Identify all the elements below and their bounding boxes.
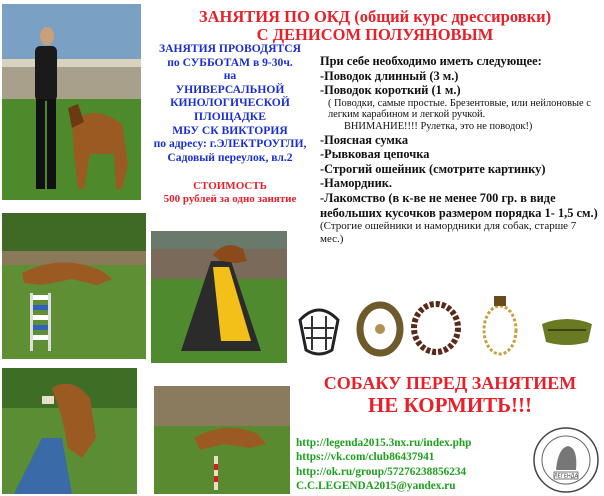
warning-line-2: НЕ КОРМИТЬ!!! bbox=[367, 393, 533, 417]
requirements-heading: При себе необходимо иметь следующее: bbox=[320, 54, 542, 68]
schedule-line: по адресу: г.ЭЛЕКТРОУГЛИ, bbox=[153, 137, 307, 151]
title-line-2: С ДЕНИСОМ ПОЛУЯНОВЫМ bbox=[256, 25, 494, 44]
list-item: -Строгий ошейник (смотрите картинку) bbox=[320, 161, 546, 176]
schedule-line: Садовый переулок, вл.2 bbox=[167, 150, 293, 164]
list-item: -Намордник. bbox=[320, 176, 392, 191]
cost-label: СТОИМОСТЬ bbox=[193, 180, 267, 192]
page-title bbox=[150, 8, 600, 44]
schedule-line: УНИВЕРСАЛЬНОЙ bbox=[175, 82, 285, 96]
requirements-list bbox=[320, 54, 602, 245]
schedule-line: на bbox=[223, 69, 237, 83]
choke-chain-icon bbox=[472, 294, 528, 362]
club-logo bbox=[532, 426, 600, 494]
schedule-line: ЗАНЯТИЯ ПРОВОДЯТСЯ bbox=[159, 42, 301, 55]
list-item: -Поводок короткий (1 м.) bbox=[320, 83, 461, 98]
photo-dog-jumping-obstacle bbox=[154, 386, 290, 494]
list-item: -Поводок длинный (3 м.) bbox=[320, 68, 459, 83]
leash-icon bbox=[352, 298, 408, 360]
photo-dog-jumping-hurdle bbox=[2, 213, 146, 359]
vk-link[interactable]: https://vk.com/club86437941 bbox=[296, 451, 435, 464]
email-link[interactable]: C.C.LEGENDA2015@yandex.ru bbox=[296, 480, 456, 493]
waist-bag-icon bbox=[536, 310, 598, 350]
cost-value: 500 рублей за одно занятие bbox=[163, 193, 297, 205]
warning-message bbox=[300, 372, 600, 416]
prong-collar-icon bbox=[406, 296, 466, 360]
list-note: ВНИМАНИЕ!!!! Рулетка, это не поводок!) bbox=[344, 120, 533, 132]
list-item: -Лакомство (в к-ве не менее 700 гр. в виде небольших кусочков размером порядка 1- 1,5 см.) bbox=[320, 190, 598, 220]
warning-line-1: СОБАКУ ПЕРЕД ЗАНЯТИЕМ bbox=[323, 373, 577, 393]
list-item: -Рывковая цепочка bbox=[320, 147, 430, 162]
schedule-info bbox=[140, 42, 320, 164]
cost-info bbox=[140, 180, 320, 206]
photo-dog-on-a-frame bbox=[151, 231, 287, 363]
contact-links bbox=[296, 436, 546, 494]
list-item: -Поясная сумка bbox=[320, 132, 409, 147]
schedule-line: МБУ СК ВИКТОРИЯ bbox=[172, 123, 288, 137]
logo-text: ЛЕГЕНДА bbox=[553, 473, 579, 480]
photo-trainer-with-dog bbox=[2, 4, 141, 200]
schedule-line: КИНОЛОГИЧЕСКОЙ bbox=[170, 96, 290, 110]
list-note: ( Поводки, самые простые. Брезентовые, или нейлоновые с легким карабином и легкой ручкой. bbox=[328, 97, 591, 121]
website-link[interactable]: http://legenda2015.3nx.ru/index.php bbox=[296, 437, 472, 449]
title-line-1: ЗАНЯТИЯ ПО ОКД (общий курс дрессировки) bbox=[198, 7, 552, 26]
list-note: (Строгие ошейники и намордники для собак, старше 7 мес.) bbox=[320, 220, 577, 245]
photo-dog-climbing-wall bbox=[2, 368, 137, 494]
ok-link[interactable]: http://ok.ru/group/57276238856234 bbox=[296, 465, 467, 478]
muzzle-icon bbox=[292, 300, 346, 360]
schedule-line: по СУББОТАМ в 9-30ч. bbox=[167, 55, 293, 69]
schedule-line: ПЛОЩАДКЕ bbox=[194, 109, 266, 123]
